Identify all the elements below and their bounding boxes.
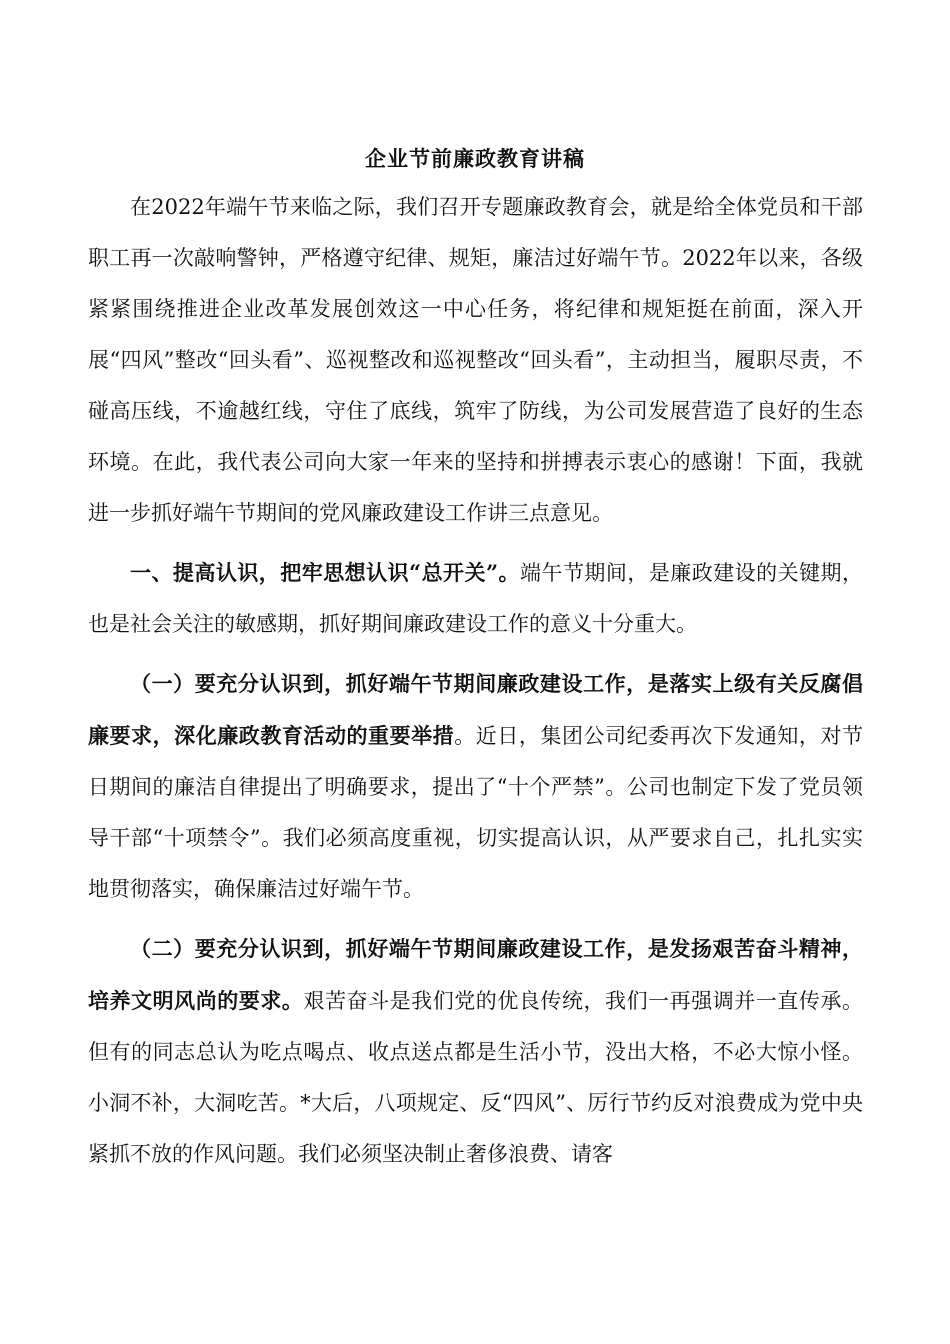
paragraph-subsection-1	[88, 658, 863, 915]
paragraph-text: 。近日，集团公司纪委再次下发通知，对节日期间的廉洁自律提出了明确要求，提出了“十个严禁”。公司也制定下发了党员领导干部“十项禁令”。我们必须高度重视，切实提高认识，从严要求自己，扎扎实实地贯彻落实，确保廉洁过好端午节。	[88, 724, 864, 901]
paragraph-text: 端午节期间，是廉政建设的关键期，也是社会关注的敏感期，抓好期间廉政建设工作的意义十分重大。	[88, 561, 863, 636]
subsection-heading: （二）要充分认识到，抓好端午节期间廉政建设工作，是发扬艰苦奋斗精神，培养文明风尚的要求。	[88, 936, 863, 1013]
paragraph-intro	[88, 182, 863, 539]
paragraph-text: 艰苦奋斗是我们党的优良传统，我们一再强调并一直传承。但有的同志总认为吃点喝点、收点送点都是生活小节，没出大格，不必大惊小怪。小洞不补，大洞吃苦。*大后，八项规定、反“四风”、厉行节约反对浪费成为党中央紧抓不放的作风问题。我们必须坚决制止奢侈浪费、请客	[88, 989, 864, 1166]
document-body	[88, 182, 863, 1180]
section-heading: 一、提高认识，把牢思想认识“总开关”。	[130, 560, 521, 585]
subsection-heading: （一）要充分认识到，抓好端午节期间廉政建设工作，是落实上级有关反腐倡廉要求，深化廉政教育活动的重要举措	[88, 671, 863, 748]
paragraph-text: 在2022年端午节来临之际，我们召开专题廉政教育会，就是给全体党员和干部职工再一次敲响警钟，严格遵守纪律、规矩，廉洁过好端午节。2022年以来，各级紧紧围绕推进企业改革发展创效这一中心任务，将纪律和规矩挺在前面，深入开展“四风”整改“回头看”、巡视整改和巡视整改“回头看”，主动担当，履职尽责，不碰高压线，不逾越红线，守住了底线，筑牢了防线，为公司发展营造了良好的生态环境。在此，我代表公司向大家一年来的坚持和拼搏表示衷心的感谢！下面，我就进一步抓好端午节期间的党风廉政建设工作讲三点意见。	[88, 195, 863, 525]
paragraph-subsection-2	[88, 923, 863, 1180]
paragraph-section-1	[88, 547, 863, 650]
document-title: 企业节前廉政教育讲稿	[365, 146, 585, 171]
